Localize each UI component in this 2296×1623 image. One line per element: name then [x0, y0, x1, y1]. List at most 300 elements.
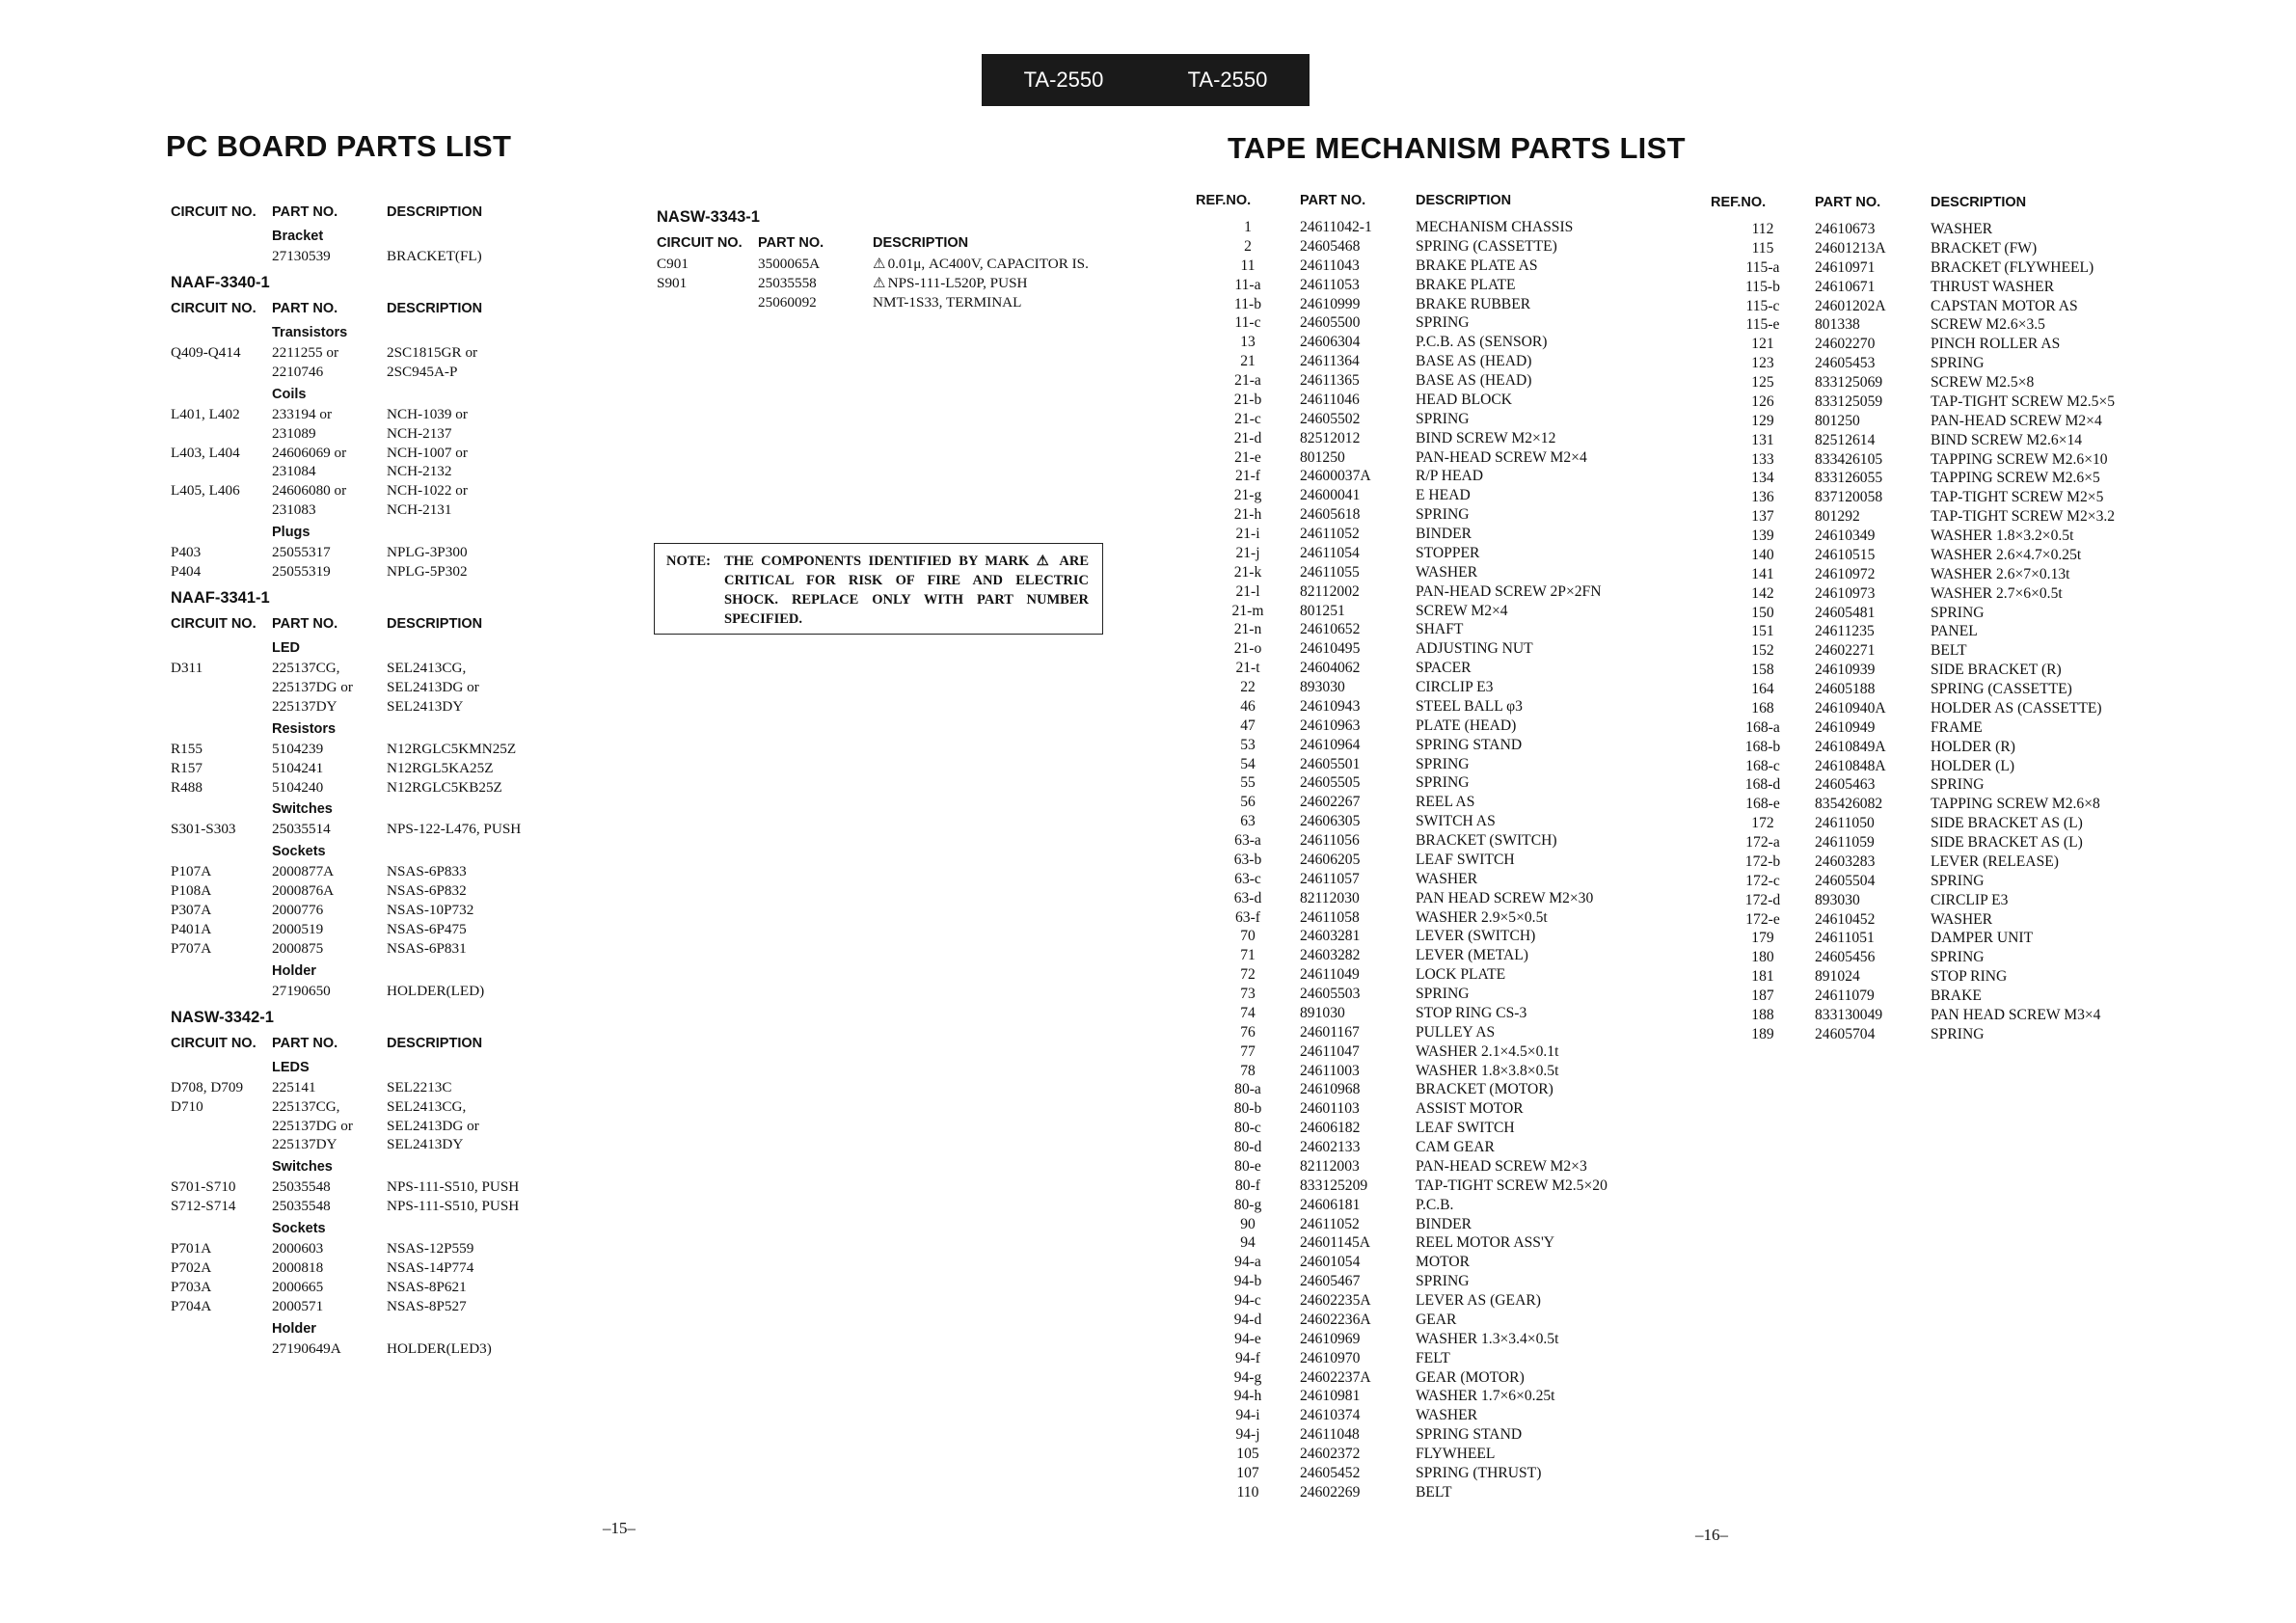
- ref-no: 168-b: [1744, 738, 1781, 755]
- description: ASSIST MOTOR: [1416, 1100, 1524, 1118]
- description: FRAME: [1931, 718, 1983, 736]
- part-no: 5104240: [272, 778, 324, 796]
- group-heading-row: [171, 1055, 521, 1078]
- ref-no: 172: [1751, 815, 1774, 832]
- tape-part-row: [1196, 218, 1607, 237]
- tape-part-row: [1196, 1119, 1607, 1138]
- description: [387, 543, 468, 562]
- part-no: 24606304: [1300, 334, 1361, 351]
- group-heading: LEDS: [272, 1059, 310, 1075]
- part-no: 24605463: [1815, 776, 1876, 794]
- part-row: [171, 881, 521, 901]
- tape-part-row: [1196, 1138, 1607, 1157]
- description-text: N12RGL5KA25Z: [387, 759, 494, 776]
- part-no: 24610349: [1815, 527, 1876, 544]
- description: BIND SCREW M2.6×14: [1931, 431, 2083, 448]
- tape-part-row: [1196, 659, 1607, 678]
- part-no: 24611048: [1300, 1426, 1360, 1444]
- tape-part-row: [1711, 315, 2115, 335]
- ref-no: 115: [1751, 239, 1774, 257]
- description: [387, 1135, 463, 1154]
- part-no: 24605501: [1300, 755, 1361, 772]
- ref-no: 56: [1240, 794, 1256, 811]
- ref-no: 21-e: [1234, 448, 1261, 466]
- description: SPRING (CASSETTE): [1931, 681, 2072, 697]
- description-text: NSAS-6P475: [387, 921, 467, 938]
- part-no: 24610452: [1815, 910, 1876, 928]
- description: [387, 1297, 467, 1316]
- tape-part-row: [1196, 391, 1607, 410]
- circuit-no: P107A: [171, 863, 212, 880]
- group-heading: Holder: [272, 962, 316, 979]
- description: [387, 1339, 492, 1359]
- warning-triangle-icon: ⚠: [873, 274, 886, 291]
- part-no: 24611054: [1300, 544, 1360, 561]
- part-row: [171, 462, 521, 481]
- description: WASHER 2.6×7×0.13t: [1931, 565, 2070, 582]
- tape-part-row: [1196, 812, 1607, 831]
- description: CIRCLIP E3: [1931, 891, 2009, 908]
- ref-no: 179: [1751, 930, 1774, 947]
- tape-part-row: [1196, 582, 1607, 602]
- board-section-heading: NAAF-3341-1: [171, 588, 270, 607]
- part-no: 24610848A: [1815, 757, 1886, 774]
- ref-no: 125: [1751, 374, 1774, 391]
- part-row: [171, 424, 521, 444]
- part-no: 24611003: [1300, 1062, 1360, 1079]
- part-no: 24606205: [1300, 851, 1361, 868]
- description-text: NPS-111-S510, PUSH: [387, 1178, 520, 1196]
- part-row: [657, 274, 1089, 293]
- ref-no: 140: [1751, 546, 1774, 563]
- tape-part-row: [1196, 257, 1607, 276]
- description-text: BRACKET(FL): [387, 248, 482, 264]
- description: SPRING STAND: [1416, 736, 1523, 753]
- description: STEEL BALL φ3: [1416, 697, 1523, 715]
- part-no: 24601202A: [1815, 297, 1886, 314]
- description: SPRING STAND: [1416, 1426, 1523, 1444]
- part-row: [171, 363, 521, 382]
- ref-no: 110: [1236, 1483, 1259, 1501]
- description-text: SEL2413DY: [387, 697, 464, 715]
- ref-no: 168-a: [1745, 718, 1780, 736]
- tape-part-row: [1711, 546, 2115, 565]
- part-row: [657, 255, 1089, 274]
- part-no: 24611052: [1300, 526, 1360, 542]
- description: SCREW M2.6×3.5: [1931, 316, 2045, 334]
- part-no: 24602236A: [1300, 1311, 1371, 1328]
- description-header: DESCRIPTION: [1416, 193, 1512, 208]
- group-spacer: [171, 382, 272, 405]
- part-no: 225141: [272, 1078, 316, 1096]
- description: [387, 1239, 473, 1258]
- column-header-row: [171, 612, 521, 636]
- pc-board-title: PC BOARD PARTS LIST: [166, 129, 512, 163]
- description: BELT: [1931, 642, 1967, 660]
- ref-no: 133: [1751, 450, 1774, 468]
- part-no: 2210746: [272, 363, 324, 380]
- ref-no: 13: [1240, 334, 1256, 351]
- part-row: [171, 697, 521, 717]
- ref-no: 80-e: [1234, 1157, 1261, 1175]
- group-heading-row: [171, 636, 521, 659]
- description: BINDER: [1416, 1215, 1472, 1232]
- part-no: 24610973: [1815, 584, 1876, 602]
- part-row: [171, 444, 521, 463]
- description: TAP-TIGHT SCREW M2×5: [1931, 489, 2104, 506]
- part-no: 24602270: [1815, 336, 1876, 353]
- description: WASHER: [1416, 1407, 1478, 1424]
- ref-no: 115-c: [1745, 297, 1780, 314]
- description: SIDE BRACKET (R): [1931, 662, 2062, 679]
- part-no: 24610374: [1300, 1407, 1361, 1424]
- tape-part-row: [1196, 717, 1607, 736]
- description: [387, 562, 468, 582]
- description: WASHER 2.1×4.5×0.1t: [1416, 1042, 1559, 1060]
- board-section-heading: NAAF-3340-1: [171, 273, 270, 291]
- tape-part-row: [1196, 985, 1607, 1004]
- part-no: 801292: [1815, 508, 1860, 526]
- column-header-row: [171, 1032, 521, 1055]
- part-row: [171, 1297, 521, 1316]
- group-spacer: [171, 636, 272, 659]
- description-text: SEL2413DY: [387, 1136, 464, 1153]
- part-no: 27190649A: [272, 1339, 341, 1357]
- part-no: 2000665: [272, 1279, 324, 1295]
- ref-no: 54: [1240, 755, 1256, 772]
- part-row: [171, 1135, 521, 1154]
- part-no: 24610673: [1815, 221, 1876, 237]
- description-text: NSAS-6P833: [387, 863, 467, 880]
- part-no: 893030: [1815, 891, 1860, 908]
- part-no: 82112003: [1300, 1157, 1360, 1175]
- description: WASHER 2.9×5×0.5t: [1416, 908, 1548, 926]
- description: SPRING: [1416, 314, 1470, 332]
- description: [387, 901, 473, 920]
- description: [387, 920, 467, 939]
- ref-no: 63-d: [1233, 889, 1262, 906]
- part-no: 24610849A: [1815, 738, 1886, 755]
- description: MECHANISM CHASSIS: [1416, 219, 1574, 235]
- part-no: 24606182: [1300, 1120, 1361, 1137]
- description-text: SEL2413CG,: [387, 659, 467, 676]
- circuit-no: [171, 982, 272, 1001]
- tape-part-row: [1711, 373, 2115, 392]
- tape-column-header-row: [1196, 189, 1607, 218]
- ref-no: 21-d: [1233, 429, 1262, 446]
- tape-part-row: [1196, 352, 1607, 371]
- part-no: 24602235A: [1300, 1292, 1371, 1309]
- description: SPRING: [1416, 506, 1470, 524]
- description: [387, 659, 466, 678]
- description: LEAF SWITCH: [1416, 1120, 1515, 1137]
- circuit-no: R157: [171, 759, 203, 776]
- description: LEVER (SWITCH): [1416, 928, 1536, 945]
- description: [387, 1258, 473, 1278]
- description-text: N12RGLC5KMN25Z: [387, 740, 517, 757]
- part-no-header: PART NO.: [272, 1035, 338, 1051]
- part-no: 24611079: [1815, 987, 1875, 1004]
- part-no: 27130539: [272, 248, 331, 264]
- description: ADJUSTING NUT: [1416, 640, 1533, 658]
- ref-no: 187: [1751, 987, 1774, 1004]
- description: STOPPER: [1416, 544, 1480, 561]
- circuit-no: P108A: [171, 882, 212, 900]
- tape-column-header-row: [1711, 191, 2115, 220]
- description: TAPPING SCREW M2.6×8: [1931, 796, 2100, 813]
- ref-no: 180: [1751, 949, 1774, 966]
- circuit-no: P307A: [171, 902, 212, 919]
- description-text: SEL2413DG or: [387, 1117, 479, 1134]
- part-row: [171, 939, 521, 959]
- description-text: N12RGLC5KB25Z: [387, 778, 502, 796]
- part-row: [171, 1339, 521, 1359]
- description: HOLDER AS (CASSETTE): [1931, 699, 2102, 717]
- description: GEAR (MOTOR): [1416, 1368, 1525, 1386]
- group-heading: Resistors: [272, 720, 337, 737]
- group-heading: Holder: [272, 1320, 316, 1337]
- ref-no: 136: [1751, 489, 1774, 506]
- part-no: 24605502: [1300, 410, 1361, 427]
- part-no: 2000876A: [272, 882, 335, 900]
- tape-part-row: [1196, 602, 1607, 621]
- part-no: 24605468: [1300, 237, 1361, 255]
- ref-no: 2: [1244, 237, 1252, 255]
- circuit-no: L401, L402: [171, 405, 240, 422]
- part-row: [171, 247, 521, 266]
- part-no: 893030: [1300, 679, 1345, 695]
- description: SIDE BRACKET AS (L): [1931, 834, 2083, 851]
- description: [387, 462, 452, 481]
- circuit-no: P701A: [171, 1240, 212, 1258]
- description-header: DESCRIPTION: [387, 1035, 483, 1051]
- description: SPRING: [1416, 774, 1470, 792]
- group-heading-row: [171, 320, 521, 343]
- description: SPRING: [1416, 755, 1470, 772]
- part-no: 24601145A: [1300, 1234, 1371, 1252]
- circuit-no: D708, D709: [171, 1078, 244, 1096]
- description-text: NSAS-6P831: [387, 939, 467, 957]
- tape-part-row: [1196, 1062, 1607, 1081]
- part-no: 82512614: [1815, 431, 1876, 448]
- part-no: 2000875: [272, 939, 324, 957]
- part-no: 24610943: [1300, 697, 1361, 715]
- ref-no: 105: [1236, 1446, 1259, 1462]
- description: WASHER: [1931, 221, 1993, 237]
- description-text: NCH-2132: [387, 463, 452, 480]
- part-no: 24605618: [1300, 506, 1361, 524]
- description: SPRING (THRUST): [1416, 1464, 1542, 1481]
- part-row: [171, 1177, 521, 1197]
- circuit-no: Q409-Q414: [171, 343, 241, 361]
- ref-no: 74: [1240, 1004, 1256, 1021]
- part-no: 5104239: [272, 740, 324, 757]
- group-heading-row: [171, 717, 521, 740]
- tape-part-row: [1196, 1253, 1607, 1272]
- circuit-no: P702A: [171, 1259, 212, 1277]
- tape-part-row: [1711, 661, 2115, 680]
- tape-part-row: [1196, 773, 1607, 793]
- ref-no: 1: [1244, 219, 1252, 235]
- part-no: 25035548: [272, 1198, 331, 1215]
- ref-no: 107: [1236, 1464, 1259, 1481]
- part-no: 225137DG or: [272, 1117, 353, 1134]
- circuit-no: R155: [171, 740, 203, 757]
- description-text: SEL2213C: [387, 1078, 452, 1096]
- part-no: 24611047: [1300, 1042, 1360, 1060]
- description: PLATE (HEAD): [1416, 717, 1517, 734]
- circuit-no: C901: [657, 256, 689, 272]
- ref-no: 94-f: [1235, 1349, 1260, 1366]
- description: BRAKE RUBBER: [1416, 295, 1531, 312]
- tape-part-row: [1196, 410, 1607, 429]
- description: WASHER: [1416, 870, 1478, 887]
- part-no: 24610971: [1815, 258, 1876, 276]
- part-no: 24610963: [1300, 717, 1361, 734]
- description: [873, 255, 1089, 274]
- description-text: NCH-1007 or: [387, 444, 468, 461]
- part-no: 24602269: [1300, 1483, 1361, 1501]
- description: [387, 247, 482, 266]
- tape-part-row: [1711, 814, 2115, 833]
- circuit-no: S701-S710: [171, 1178, 236, 1196]
- part-no: 24611058: [1300, 908, 1360, 926]
- tape-part-row: [1196, 1023, 1607, 1042]
- description-header: DESCRIPTION: [387, 204, 483, 220]
- part-no: 891030: [1300, 1004, 1345, 1021]
- description: HOLDER (L): [1931, 757, 2015, 774]
- description: DAMPER UNIT: [1931, 930, 2034, 947]
- tape-part-row: [1196, 1272, 1607, 1291]
- model-label-right: TA-2550: [1187, 68, 1268, 92]
- part-row: [171, 500, 521, 520]
- part-no: 24603282: [1300, 947, 1361, 964]
- group-heading: Transistors: [272, 324, 348, 340]
- part-no: 837120058: [1815, 489, 1883, 506]
- note-text: THE COMPONENTS IDENTIFIED BY MARK ⚠ ARE CRITICAL FOR RISK OF FIRE AND ELECTRIC SHOCK. REPLACE ONLY WITH PART NUMBER SPECIFIED.: [724, 554, 1089, 627]
- part-no: 24605504: [1815, 872, 1876, 889]
- tape-part-row: [1711, 335, 2115, 354]
- part-no-header: PART NO.: [272, 204, 338, 220]
- tape-part-row: [1711, 852, 2115, 872]
- tape-part-row: [1196, 1425, 1607, 1445]
- description: TAP-TIGHT SCREW M2.5×5: [1931, 392, 2116, 410]
- tape-part-row: [1711, 507, 2115, 527]
- part-row: [171, 920, 521, 939]
- description: GEAR: [1416, 1311, 1457, 1328]
- description: SPACER: [1416, 660, 1472, 677]
- part-no: 24602271: [1815, 642, 1876, 660]
- part-no: 24610970: [1300, 1349, 1361, 1366]
- part-no: 833126055: [1815, 470, 1883, 487]
- group-heading-row: [171, 1316, 521, 1339]
- part-no: 24611235: [1815, 623, 1875, 640]
- part-no: 2000818: [272, 1259, 324, 1277]
- description-text: NSAS-12P559: [387, 1240, 474, 1258]
- tape-part-row: [1196, 1177, 1607, 1196]
- description: REEL MOTOR ASS'Y: [1416, 1234, 1555, 1252]
- description-text: HOLDER(LED3): [387, 1339, 492, 1357]
- pc-board-parts-right: [657, 201, 1089, 312]
- group-heading: Sockets: [272, 1221, 326, 1237]
- description: [387, 481, 468, 500]
- group-spacer: [171, 717, 272, 740]
- tape-part-row: [1711, 680, 2115, 699]
- part-no: 833426105: [1815, 450, 1883, 468]
- tape-part-row: [1196, 1233, 1607, 1253]
- group-spacer: [171, 797, 272, 820]
- part-no: 24605452: [1300, 1464, 1361, 1481]
- part-row: [171, 1239, 521, 1258]
- description-text: NMT-1S33, TERMINAL: [873, 293, 1022, 311]
- part-no: 24610981: [1300, 1388, 1361, 1405]
- description: FELT: [1416, 1349, 1450, 1366]
- description: STOP RING: [1931, 968, 2008, 986]
- part-no: 24605456: [1815, 949, 1876, 966]
- part-row: [171, 1097, 521, 1117]
- ref-no: 11-a: [1234, 276, 1261, 293]
- part-no: 24610671: [1815, 278, 1876, 295]
- part-no: 24610495: [1300, 640, 1361, 658]
- ref-no: 21-g: [1233, 487, 1262, 504]
- ref-no: 94-i: [1235, 1407, 1260, 1424]
- part-no: 24610652: [1300, 621, 1361, 638]
- part-no: 24611050: [1815, 815, 1875, 832]
- description-text: NCH-1022 or: [387, 482, 468, 500]
- ref-no: 21-j: [1235, 544, 1260, 561]
- ref-no: 11-c: [1234, 314, 1261, 332]
- part-no: 2000603: [272, 1240, 324, 1258]
- description-text: NPS-122-L476, PUSH: [387, 821, 522, 838]
- ref-no: 168-e: [1745, 796, 1780, 813]
- part-row: [171, 740, 521, 759]
- circuit-no-header: CIRCUIT NO.: [171, 300, 257, 316]
- ref-no: 151: [1751, 623, 1774, 640]
- description: SCREW M2×4: [1416, 602, 1508, 619]
- description: SWITCH AS: [1416, 813, 1496, 830]
- part-no: 2211255 or: [272, 343, 339, 361]
- group-heading: Plugs: [272, 525, 311, 541]
- circuit-no: [171, 1135, 272, 1154]
- ref-no: 63-f: [1235, 908, 1260, 926]
- description: [387, 343, 477, 363]
- circuit-no: P404: [171, 563, 202, 581]
- tape-part-row: [1711, 718, 2115, 738]
- tape-part-row: [1196, 1387, 1607, 1406]
- description: TAP-TIGHT SCREW M2×3.2: [1931, 508, 2116, 526]
- tape-part-row: [1711, 278, 2115, 297]
- description: PULLEY AS: [1416, 1023, 1496, 1041]
- description: WASHER 1.8×3.2×0.5t: [1931, 527, 2074, 544]
- part-no: 24601054: [1300, 1254, 1361, 1271]
- part-no: 24600037A: [1300, 468, 1371, 485]
- circuit-no: S301-S303: [171, 821, 236, 838]
- ref-no: 141: [1751, 565, 1774, 582]
- description-text: NPS-111-S510, PUSH: [387, 1198, 520, 1215]
- description: BRAKE PLATE: [1416, 276, 1516, 293]
- tape-part-row: [1711, 948, 2115, 967]
- part-row: [171, 405, 521, 424]
- ref-no: 94-d: [1233, 1311, 1262, 1328]
- description-text: 2SC1815GR or: [387, 343, 478, 361]
- tape-part-row: [1196, 851, 1607, 870]
- part-no: 225137DY: [272, 697, 338, 715]
- tape-part-row: [1196, 371, 1607, 391]
- part-no: 24611052: [1300, 1215, 1360, 1232]
- note-label: NOTE:: [666, 554, 711, 569]
- part-no: 27190650: [272, 982, 331, 999]
- part-row: [171, 562, 521, 582]
